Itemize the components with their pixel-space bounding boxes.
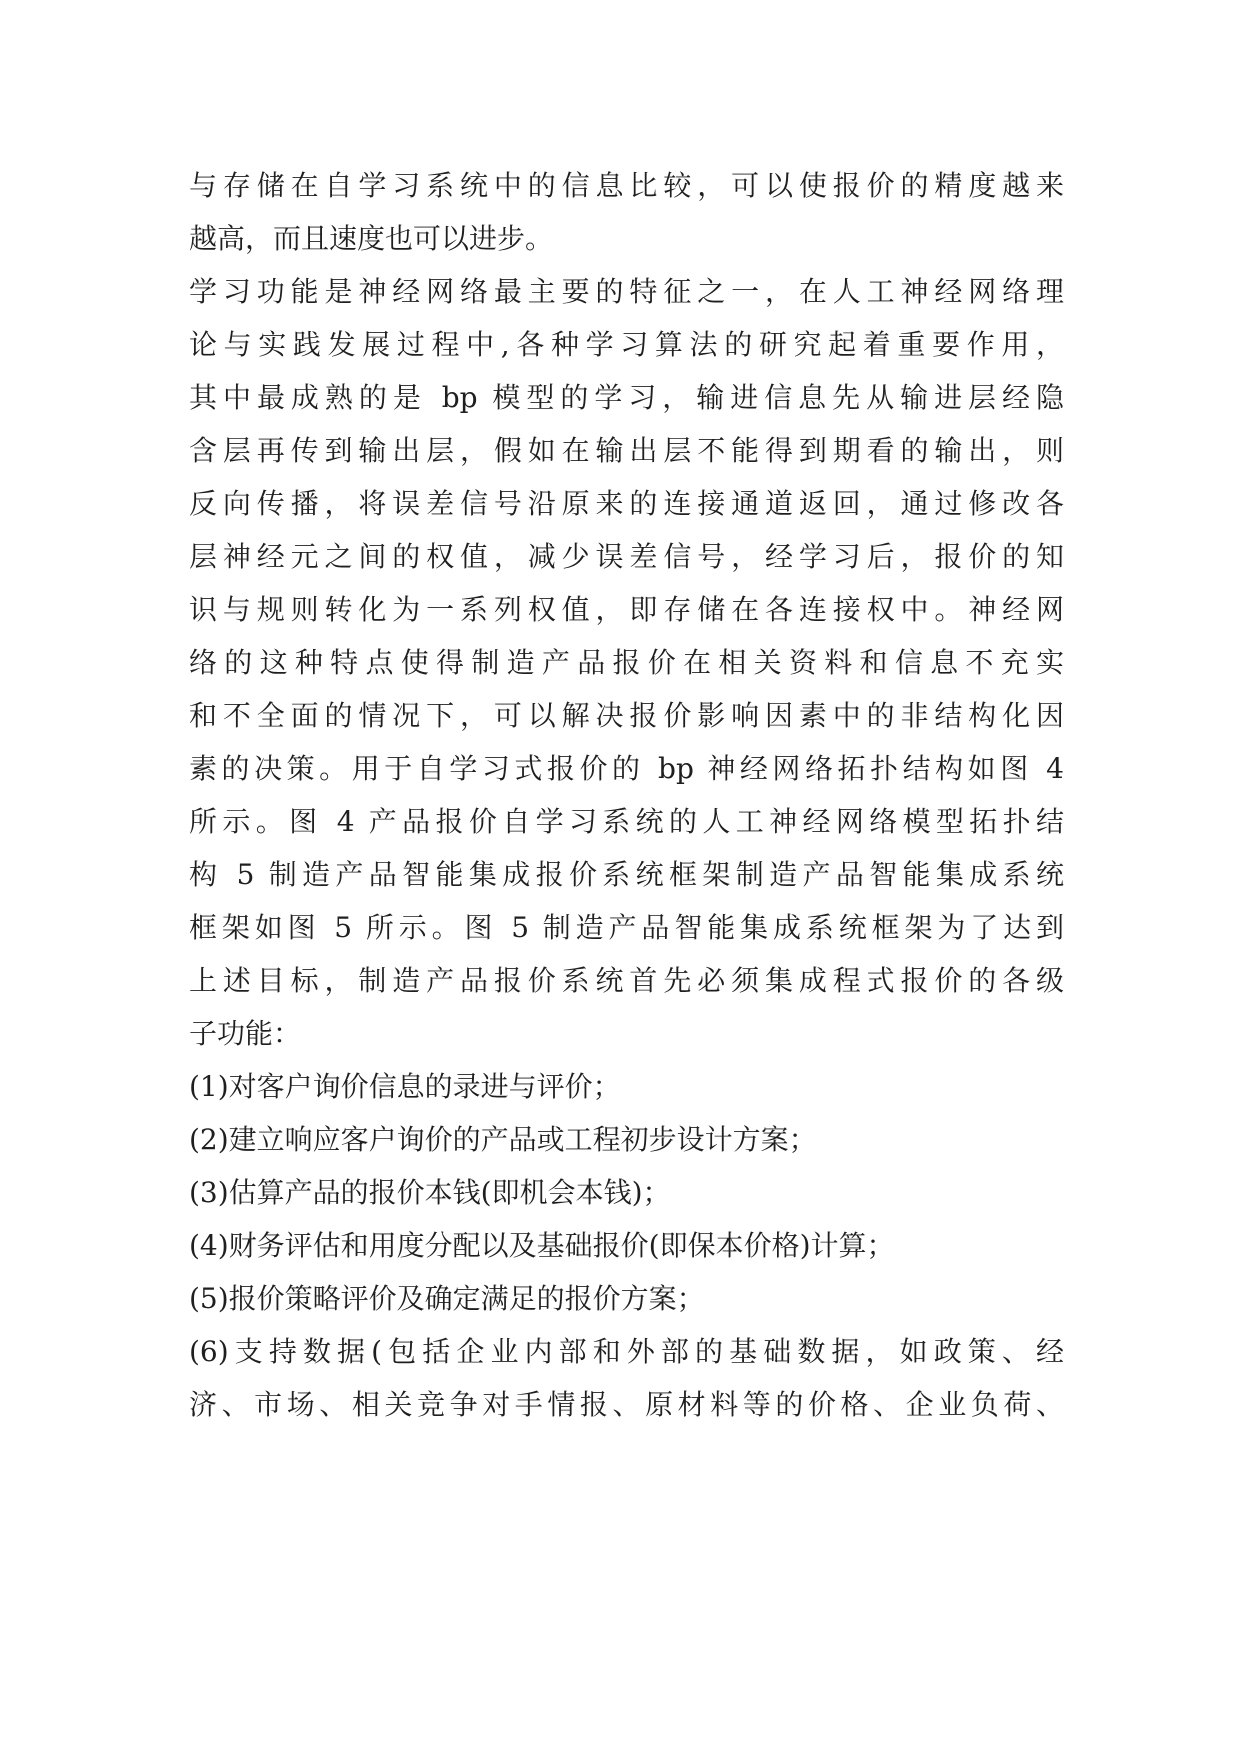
text-line: 学习功能是神经网络最主要的特征之一，在人工神经网络理 [189,275,1064,308]
list-item: (1)对客户询价信息的录进与评价； [189,1070,621,1103]
text-line: 论与实践发展过程中,各种学习算法的研究起着重要作用， [189,328,1064,361]
list-item: (2)建立响应客户询价的产品或工程初步设计方案； [189,1123,817,1156]
text-line: 越高，而且速度也可以进步。 [189,222,554,255]
text-line: 框架如图 5 所示。图 5 制造产品智能集成系统框架为了达到 [189,911,1064,944]
text-line: 络的这种特点使得制造产品报价在相关资料和信息不充实 [189,646,1064,679]
text-line: 识与规则转化为一系列权值，即存储在各连接权中。神经网 [189,593,1064,626]
list-item: (6)支持数据(包括企业内部和外部的基础数据，如政策、经 [189,1335,1064,1368]
text-line: 子功能： [189,1017,302,1050]
list-item: (3)估算产品的报价本钱(即机会本钱)； [189,1176,671,1209]
text-line: 与存储在自学习系统中的信息比较，可以使报价的精度越来 [189,169,1064,202]
text-line: 济、市场、相关竞争对手情报、原材料等的价格、企业负荷、 [189,1388,1064,1421]
text-line: 其中最成熟的是 bp 模型的学习，输进信息先从输进层经隐 [189,381,1064,414]
text-line: 含层再传到输出层，假如在输出层不能得到期看的输出，则 [189,434,1064,467]
text-line: 反向传播，将误差信号沿原来的连接通道返回，通过修改各 [189,487,1064,520]
text-line: 所示。图 4 产品报价自学习系统的人工神经网络模型拓扑结 [189,805,1064,838]
list-item: (4)财务评估和用度分配以及基础报价(即保本价格)计算； [189,1229,895,1262]
text-line: 层神经元之间的权值，减少误差信号，经学习后，报价的知 [189,540,1064,573]
list-item: (5)报价策略评价及确定满足的报价方案； [189,1282,705,1315]
text-line: 和不全面的情况下，可以解决报价影响因素中的非结构化因 [189,699,1064,732]
text-line: 构 5 制造产品智能集成报价系统框架制造产品智能集成系统 [189,858,1064,891]
text-line: 上述目标，制造产品报价系统首先必须集成程式报价的各级 [189,964,1064,997]
text-line: 素的决策。用于自学习式报价的 bp 神经网络拓扑结构如图 4 [189,752,1064,785]
